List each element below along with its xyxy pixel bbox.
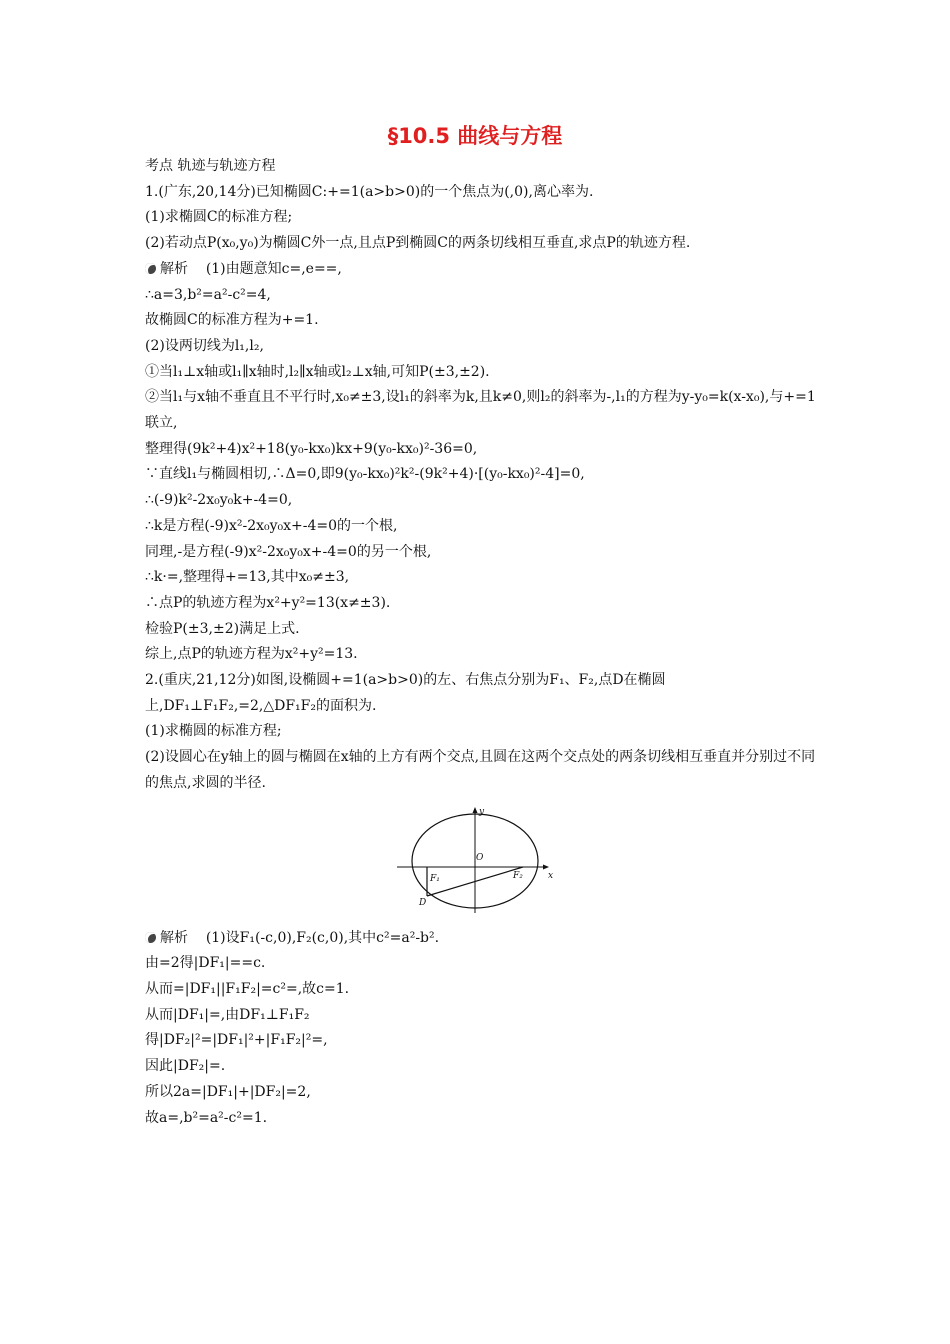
problem-2-statement: 2.(重庆,21,12分)如图,设椭圆+=1(a>b>0)的左、右焦点分别为F₁、F₂,点D在椭圆 — [145, 672, 666, 689]
solution-icon — [145, 932, 156, 943]
solution-2-step: 所以2a=|DF₁|+|DF₂|=2, — [145, 1083, 311, 1100]
solution-1-step: 同理,-是方程(-9)x²-2x₀y₀x+-4=0的另一个根, — [145, 543, 432, 560]
solution-1-step: ①当l₁⊥x轴或l₁∥x轴时,l₂∥x轴或l₂⊥x轴,可知P(±3,±2). — [145, 363, 490, 380]
solution-2-step: 故a=,b²=a²-c²=1. — [145, 1109, 268, 1126]
solution-1-first-line — [145, 257, 825, 283]
solution-1-step: ②当l₁与x轴不垂直且不平行时,x₀≠±3,设l₁的斜率为k,且k≠0,则l₂的斜率为-,l₁的方程为y-y₀=k(x-x₀),与+=1联立, — [145, 389, 816, 432]
label-d: D — [419, 897, 427, 908]
solution-2-label: 解析 — [160, 929, 188, 946]
ellipse-diagram — [395, 805, 555, 915]
solution-1-step: 综上,点P的轨迹方程为x²+y²=13. — [145, 646, 358, 663]
solution-2-step: 由=2得|DF₁|==c. — [145, 955, 266, 972]
solution-1-step: (1)由题意知c=,e==, — [205, 260, 342, 277]
problem-1-part-1: (1)求椭圆C的标准方程; — [145, 209, 293, 226]
solution-1-step: (2)设两切线为l₁,l₂, — [145, 337, 264, 354]
solution-1-step: 整理得(9k²+4)x²+18(y₀-kx₀)kx+9(y₀-kx₀)²-36=0, — [145, 440, 478, 457]
x-axis-arrow — [543, 864, 549, 869]
topic-heading: 考点 轨迹与轨迹方程 — [145, 158, 276, 174]
label-origin: O — [476, 852, 484, 863]
ellipse-figure — [145, 805, 825, 920]
solution-2-step: 从而=|DF₁||F₁F₂|=c²=,故c=1. — [145, 980, 350, 997]
solution-2-step: 因此|DF₂|=. — [145, 1058, 226, 1075]
solution-1-step: ∴(-9)k²-2x₀y₀k+-4=0, — [145, 492, 293, 509]
solution-icon — [145, 263, 156, 274]
solution-2-step: 从而|DF₁|=,由DF₁⊥F₁F₂ — [145, 1006, 310, 1023]
solution-1-label: 解析 — [160, 260, 188, 277]
solution-1-step: ∴点P的轨迹方程为x²+y²=13(x≠±3). — [145, 594, 391, 611]
solution-1-step: ∴k·=,整理得+=13,其中x₀≠±3, — [145, 569, 350, 586]
label-y: y — [479, 806, 485, 817]
y-axis-arrow — [473, 807, 478, 813]
section-title: §10.5 曲线与方程 — [387, 124, 563, 148]
problem-2-part-1: (1)求椭圆的标准方程; — [145, 723, 282, 740]
solution-2-step: (1)设F₁(-c,0),F₂(c,0),其中c²=a²-b². — [205, 929, 440, 946]
solution-2-step: 得|DF₂|²=|DF₁|²+|F₁F₂|²=, — [145, 1032, 328, 1049]
solution-2-first-line — [145, 926, 825, 952]
document-body — [145, 154, 825, 1131]
solution-1-step: ∵直线l₁与椭圆相切,∴Δ=0,即9(y₀-kx₀)²k²-(9k²+4)·[(y₀-kx₀)²-4]=0, — [145, 466, 585, 483]
problem-2-part-2: (2)设圆心在y轴上的圆与椭圆在x轴的上方有两个交点,且圆在这两个交点处的两条切线相互垂直并分别过不同的焦点,求圆的半径. — [145, 749, 816, 791]
problem-1-part-2: (2)若动点P(x₀,y₀)为椭圆C外一点,且点P到椭圆C的两条切线相互垂直,求点P的轨迹方程. — [145, 235, 691, 252]
solution-1-step: ∴a=3,b²=a²-c²=4, — [145, 286, 271, 303]
label-f1: F₁ — [430, 873, 440, 884]
solution-1-step: 故椭圆C的标准方程为+=1. — [145, 312, 319, 329]
problem-1-statement: 1.(广东,20,14分)已知椭圆C:+=1(a>b>0)的一个焦点为(,0),离心率为. — [145, 183, 594, 200]
problem-2-statement-cont: 上,DF₁⊥F₁F₂,=2,△DF₁F₂的面积为. — [145, 697, 377, 714]
label-f2: F₂ — [513, 870, 523, 881]
solution-1-step: 检验P(±3,±2)满足上式. — [145, 620, 300, 637]
solution-1-step: ∴k是方程(-9)x²-2x₀y₀x+-4=0的一个根, — [145, 517, 398, 534]
label-x: x — [548, 870, 554, 881]
